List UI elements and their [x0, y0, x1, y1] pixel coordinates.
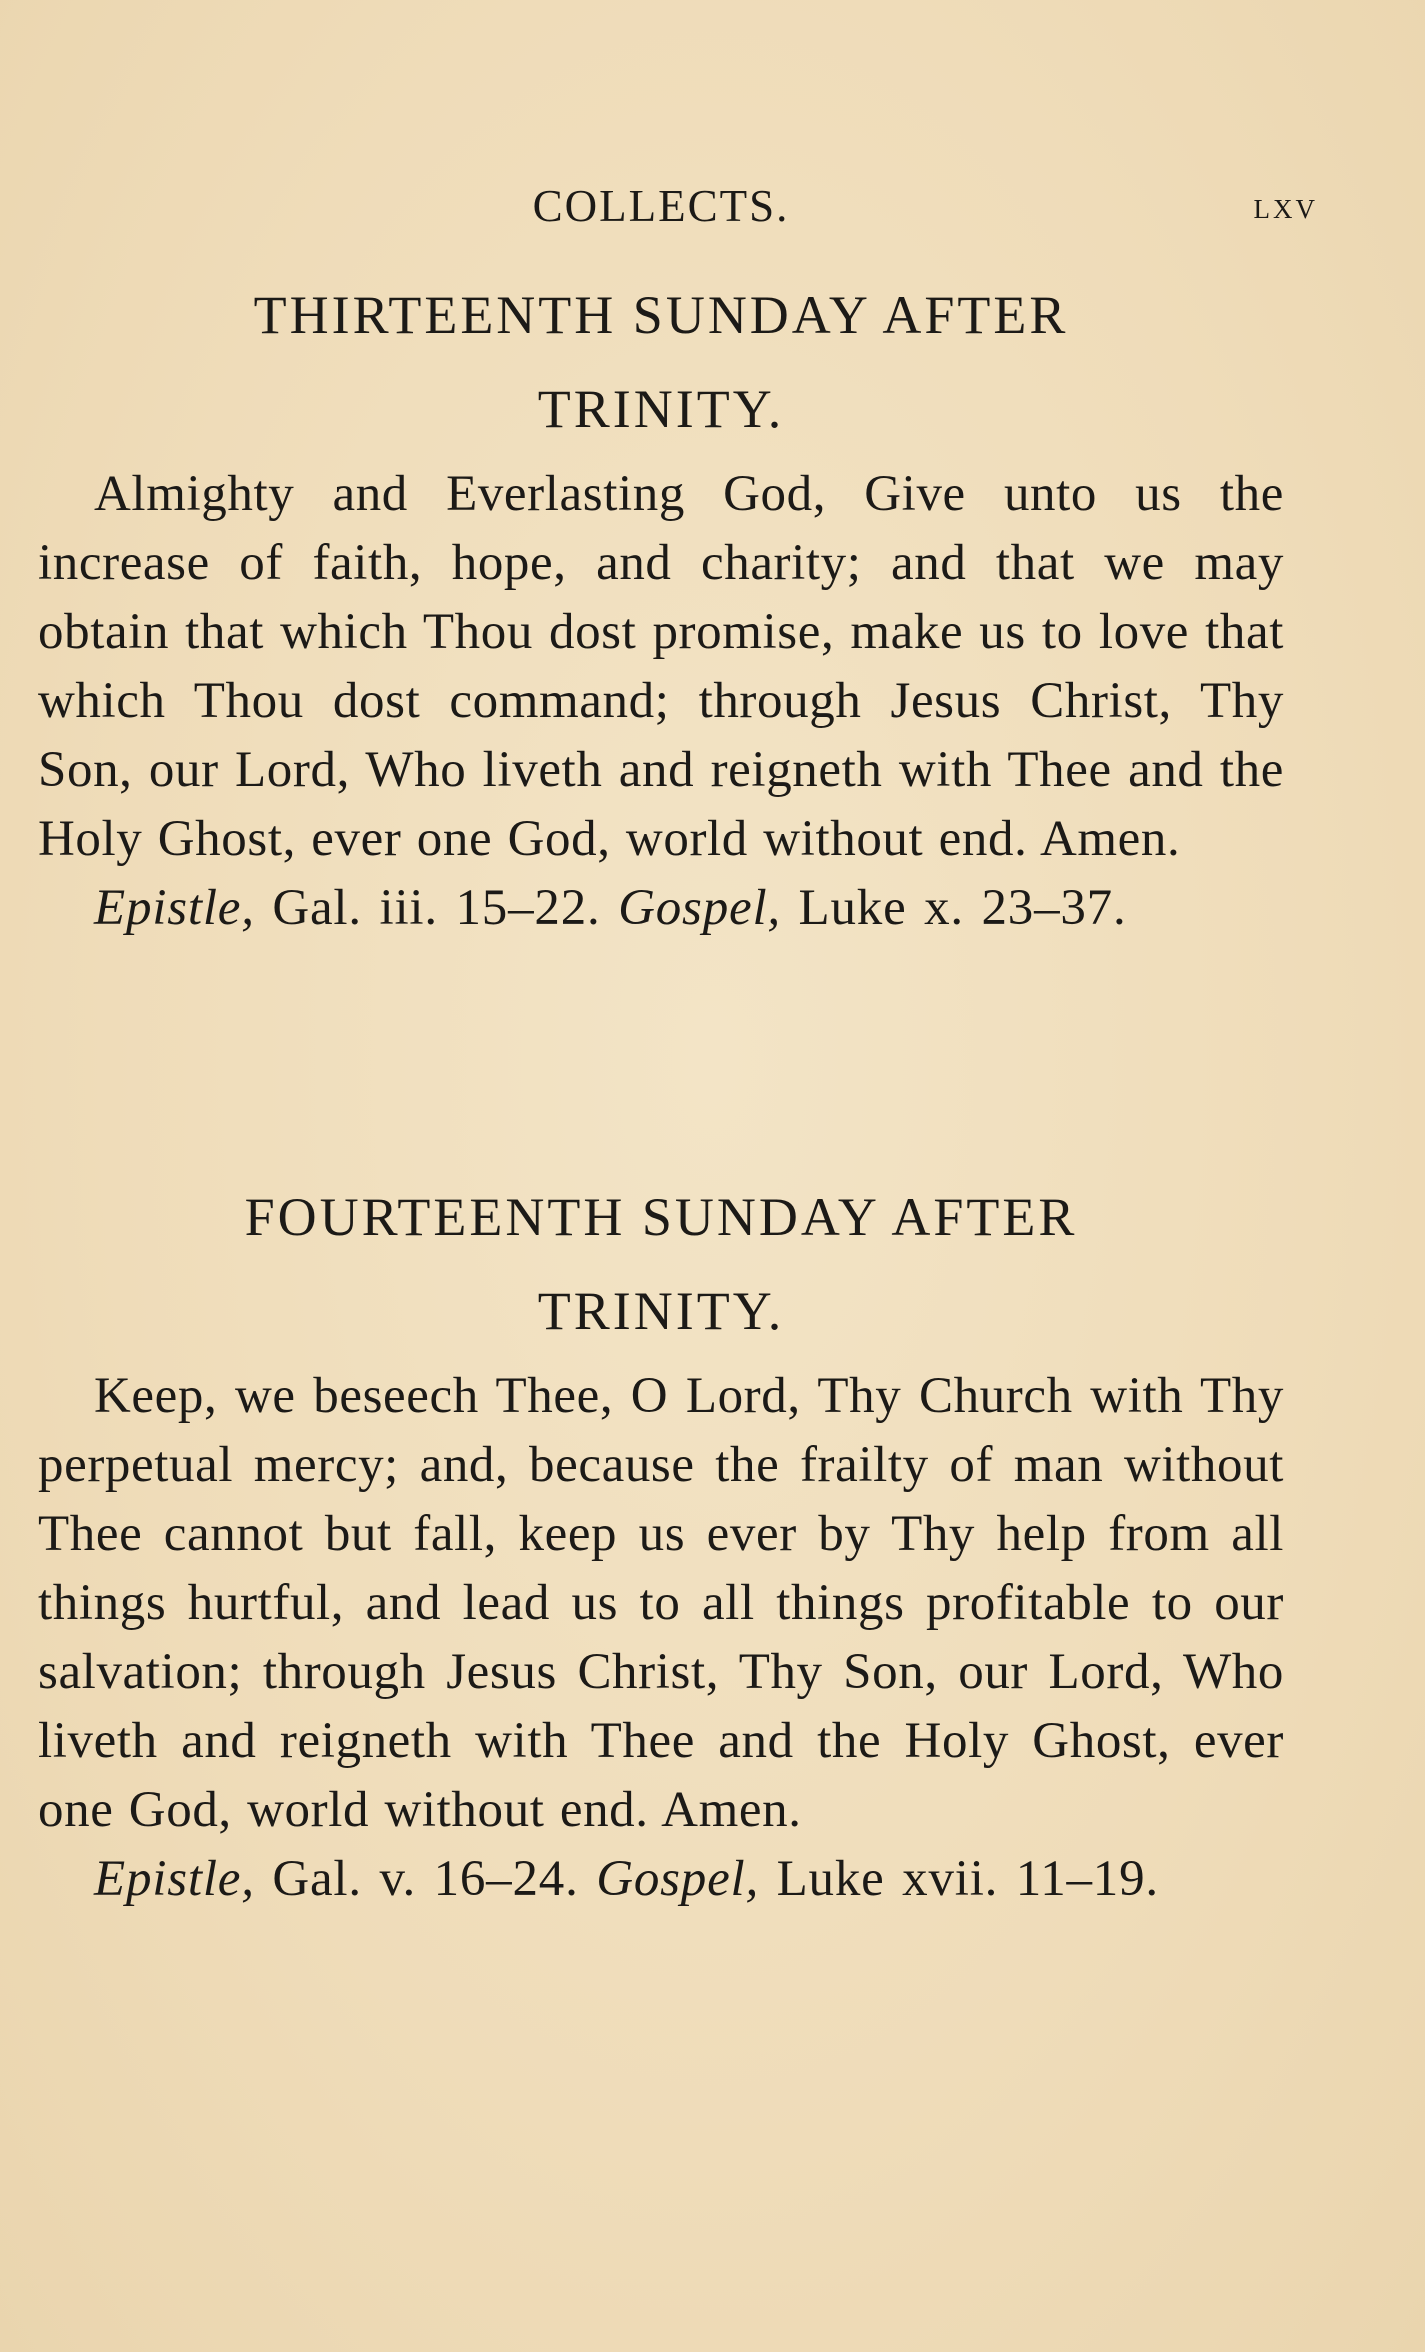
running-title: COLLECTS. [532, 181, 790, 231]
gospel-label: Gospel, [596, 1851, 760, 1907]
section-heading [38, 268, 1284, 456]
collect-prayer [38, 460, 1284, 874]
gospel-reference: Luke x. 23–37. [798, 880, 1127, 936]
heading-line-1: FOURTEENTH SUNDAY AFTER [244, 1187, 1078, 1247]
section-heading [38, 1170, 1284, 1358]
book-page [38, 0, 1318, 2352]
epistle-label: Epistle, [94, 1851, 255, 1907]
gospel-reference: Luke xvii. 11–19. [776, 1851, 1159, 1907]
collect-prayer [38, 1362, 1284, 1845]
collect-text [38, 460, 1284, 874]
lessons-line [38, 1845, 1284, 1914]
heading-line-2: TRINITY. [537, 379, 785, 439]
page-number: lxv [1253, 185, 1318, 227]
heading-line-2: TRINITY. [537, 1281, 785, 1341]
gospel-label: Gospel, [618, 880, 781, 936]
lessons-line [38, 874, 1284, 943]
collect-section-thirteenth [38, 268, 1284, 943]
collect-section-fourteenth [38, 1170, 1284, 1914]
running-head [38, 180, 1318, 240]
heading-line-1: THIRTEENTH SUNDAY AFTER [253, 285, 1069, 345]
epistle-reference: Gal. iii. 15–22. [272, 880, 601, 936]
collect-text-content: Keep, we beseech Thee, O Lord, Thy Church with Thy perpetual mercy; and, because the frailty of man without Thee cannot but fall, keep us ever by Thy help from all things hurtful, and lead us to all things profitable to our salvation; through Jesus Christ, Thy Son, our Lord, Who liveth and reigneth with Thee and the Holy Ghost, ever one God, world without end. Amen. [38, 1368, 1284, 1838]
epistle-reference: Gal. v. 16–24. [272, 1851, 579, 1907]
collect-text-content: Almighty and Everlasting God, Give unto us the increase of faith, hope, and charity; and that we may obtain that which Thou dost promise, make us to love that which Thou dost command; through Jesus Christ, Thy Son, our Lord, Who liveth and reigneth with Thee and the Holy Ghost, ever one God, world without end. Amen. [38, 466, 1284, 867]
collect-text [38, 1362, 1284, 1845]
epistle-label: Epistle, [94, 880, 255, 936]
